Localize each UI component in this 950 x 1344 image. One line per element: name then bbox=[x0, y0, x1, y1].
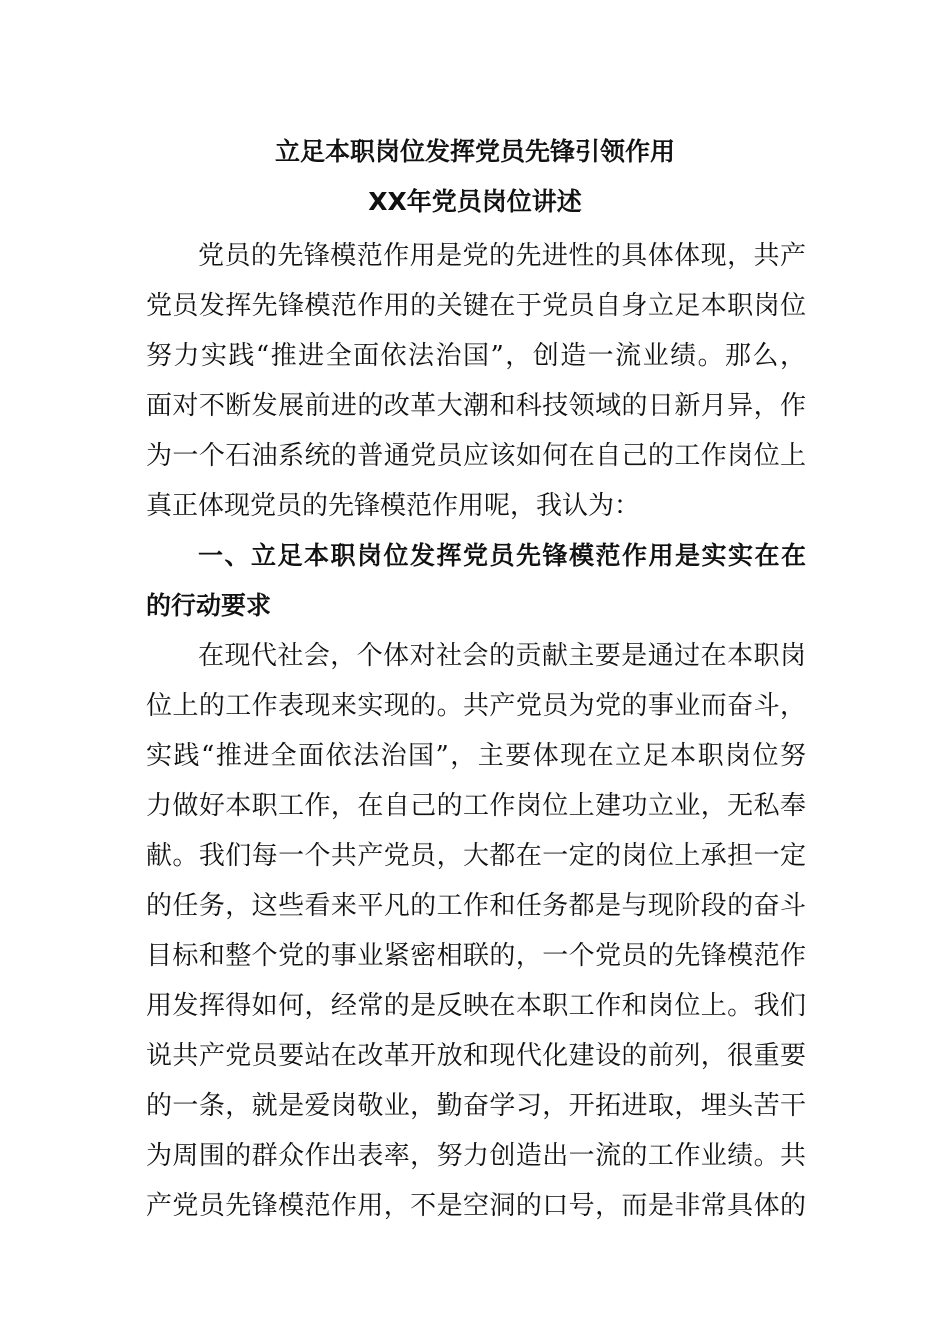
paragraph-line: 在现代社会，个体对社会的贡献主要是通过在本职岗 bbox=[198, 641, 806, 671]
paragraph-line: 说共产党员要站在改革开放和现代化建设的前列，很重要 bbox=[146, 1041, 806, 1071]
paragraph-line: 面对不断发展前进的改革大潮和科技领域的日新月异，作 bbox=[146, 391, 806, 421]
document-title: 立足本职岗位发挥党员先锋引领作用 bbox=[274, 137, 675, 166]
paragraph-line: 党员发挥先锋模范作用的关键在于党员自身立足本职岗位 bbox=[146, 291, 806, 321]
section-heading: 的行动要求 bbox=[146, 591, 272, 620]
paragraph-line: 产党员先锋模范作用，不是空洞的口号，而是非常具体的 bbox=[146, 1191, 806, 1221]
paragraph-line: 实践“推进全面依法治国”，主要体现在立足本职岗位努 bbox=[146, 741, 806, 771]
paragraph-line: 为一个石油系统的普通党员应该如何在自己的工作岗位上 bbox=[146, 441, 806, 471]
paragraph-line: 位上的工作表现来实现的。共产党员为党的事业而奋斗， bbox=[146, 691, 806, 721]
paragraph-line: 为周围的群众作出表率，努力创造出一流的工作业绩。共 bbox=[146, 1141, 806, 1171]
section-heading: 一、立足本职岗位发挥党员先锋模范作用是实实在在 bbox=[198, 541, 806, 570]
paragraph-line: 用发挥得如何，经常的是反映在本职工作和岗位上。我们 bbox=[146, 991, 806, 1021]
paragraph-line: 努力实践“推进全面依法治国”，创造一流业绩。那么， bbox=[146, 341, 806, 371]
paragraph-line: 党员的先锋模范作用是党的先进性的具体体现，共产 bbox=[198, 241, 806, 271]
paragraph-line: 力做好本职工作，在自己的工作岗位上建功立业，无私奉 bbox=[146, 791, 806, 821]
paragraph-line: 的任务，这些看来平凡的工作和任务都是与现阶段的奋斗 bbox=[146, 891, 806, 921]
paragraph-line: 目标和整个党的事业紧密相联的，一个党员的先锋模范作 bbox=[146, 941, 806, 971]
paragraph-line: 献。我们每一个共产党员，大都在一定的岗位上承担一定 bbox=[146, 841, 806, 871]
paragraph-line: 的一条，就是爱岗敬业，勤奋学习，开拓进取，埋头苦干 bbox=[146, 1091, 806, 1121]
document-subtitle: XX年党员岗位讲述 bbox=[368, 187, 582, 216]
paragraph-line: 真正体现党员的先锋模范作用呢，我认为： bbox=[146, 491, 641, 521]
